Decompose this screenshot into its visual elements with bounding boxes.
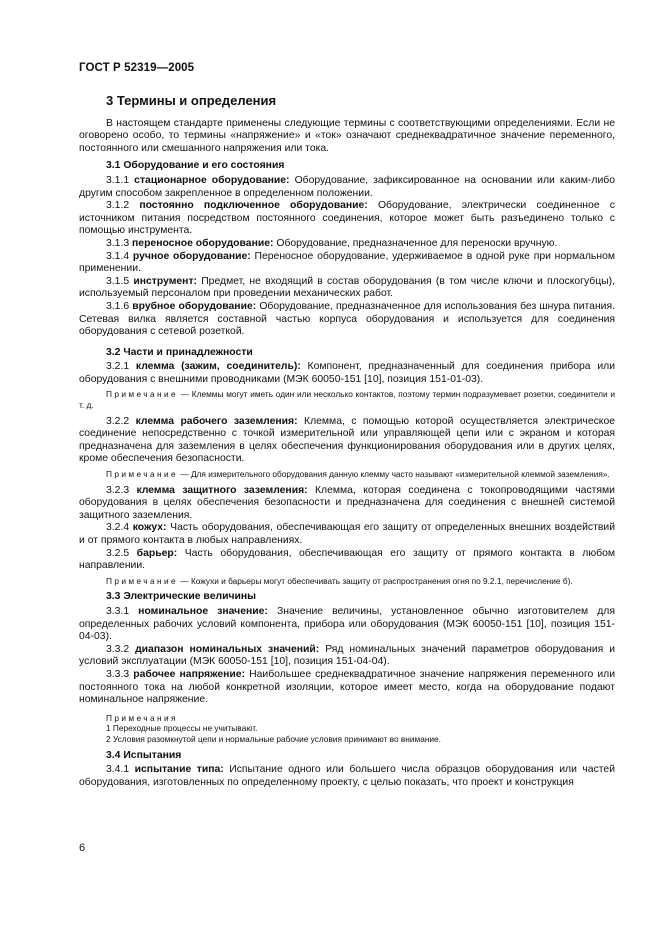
note: Примечание — Кожухи и барьеры могут обеспечивать защиту от распространения огня по 9.2.1, перечисление б). xyxy=(106,575,573,586)
notes-block xyxy=(79,713,615,745)
subsection-title: 3.3 Электрические величины xyxy=(106,591,257,603)
term-entry: 3.2.5 барьер: Часть оборудования, обеспечивающая его защиту от прямого контакта в любом направлении. xyxy=(79,547,616,572)
page-number: 6 xyxy=(79,842,86,854)
term-entry: 3.3.3 рабочее напряжение: Наибольшее среднеквадратичное значение напряжения переменного или постоянного тока на любой конкретной изоляции, которое имеет место, когда на оборудование подают номинальное напряжение. xyxy=(79,668,616,706)
page-content xyxy=(79,95,615,789)
term-entry: 3.1.1 стационарное оборудование: Оборудование, зафиксированное на основании или каким-либо другим способом закрепленное в определенном положении. xyxy=(79,174,615,199)
document-header: ГОСТ Р 52319—2005 xyxy=(79,62,195,74)
subsection-title: 3.4 Испытания xyxy=(106,749,182,761)
term-entry: 3.2.3 клемма защитного заземления: Клемма, которая соединена с токопроводящими частями оборудования в целях обеспечения безопасности и предназначена для соединения с внешней системой защитного заземления. xyxy=(79,484,615,521)
subsection-title: 3.2 Части и принадлежности xyxy=(106,346,253,358)
intro-paragraph: В настоящем стандарте применены следующие термины с соответствующими определениями. Если не оговорено особо, то термины «напряжение» и «ток» означают среднеквадратичное значение переменного, постоянного или смешанного напряжения или тока. xyxy=(79,117,615,154)
note: Примечание — Для измерительного оборудования данную клемму часто называют «измерительной клеммой заземления». xyxy=(106,469,610,480)
subsection-title: 3.1 Оборудование и его состояния xyxy=(106,160,285,172)
term-entry: 3.1.2 постоянно подключенное оборудование: Оборудование, электрически соединенное с источником питания посредством постоянного соединения, которое может быть разъединено только с помощью инструмента. xyxy=(79,200,615,237)
notes-heading: Примечания xyxy=(106,712,178,723)
term-entry: 3.1.6 врубное оборудование: Оборудование, предназначенное для использования без шнура питания. Сетевая вилка является составной частью корпуса оборудования и используется для соединения оборудования с сетевой розеткой. xyxy=(79,300,616,338)
term-entry: 3.1.5 инструмент: Предмет, не входящий в состав оборудования (в том числе ключи и плоскогубцы), используемый персоналом при проведении механических работ. xyxy=(79,275,615,300)
term-entry: 3.1.4 ручное оборудование: Переносное оборудование, удерживаемое в одной руке при нормальном применении. xyxy=(79,250,615,275)
term-entry: 3.2.4 кожух: Часть оборудования, обеспечивающая его защиту от определенных внешних воздействий и от прямого контакта в любых направлениях. xyxy=(79,522,615,546)
term-entry: 3.3.2 диапазон номинальных значений: Ряд номинальных значений параметров оборудования и условий эксплуатации (МЭК 60050-151 [10], позиция 151-04-04). xyxy=(79,643,616,668)
note: Примечание — Клеммы могут иметь один или несколько контактов, поэтому термин подразумевает розетки, соединители и т. д. xyxy=(79,389,615,411)
term-entry: 3.2.2 клемма рабочего заземления: Клемма, с помощью которой осуществляется электрическое соединение непосредственно с точкой измерительной или управляющей цепи или с экраном и которая предназначена для заземления в целях обеспечения функционирования оборудования или в других целях, кроме обеспечения безопасности. xyxy=(79,415,616,465)
note-item: 1 Переходные процессы не учитывают. xyxy=(106,723,258,734)
term-entry: 3.2.1 клемма (зажим, соединитель): Компонент, предназначенный для соединения прибора или оборудования с внешними проводниками (МЭК 60050-151 [10], позиция 151-01-03). xyxy=(79,361,615,385)
section-title: 3 Термины и определения xyxy=(106,93,277,108)
term-entry: 3.4.1 испытание типа: Испытание одного или большего числа образцов оборудования или частей оборудования, изготовленных по определенному проекту, с целью показать, что проект и конструкция xyxy=(79,764,616,788)
term-entry: 3.3.1 номинальное значение: Значение величины, установленное обычно изготовителем для определенных рабочих условий компонента, прибора или оборудования (МЭК 60050-151 [10], позиция 151-04-03). xyxy=(79,605,615,643)
term-entry: 3.1.3 переносное оборудование: Оборудование, предназначенное для переноски вручную. xyxy=(106,237,558,249)
note-item: 2 Условия разомкнутой цепи и нормальные рабочие условия принимают во внимание. xyxy=(106,733,441,744)
